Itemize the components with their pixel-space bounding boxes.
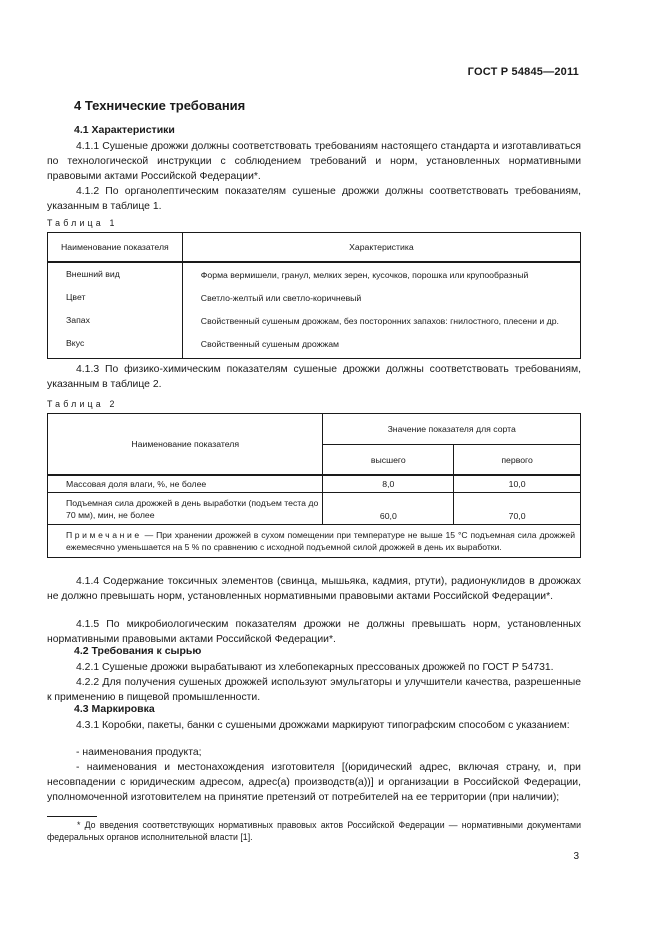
table-1-cell-value: Свойственный сушеным дрожжам: [182, 332, 580, 359]
section-heading: 4 Технические требования: [74, 98, 246, 113]
footnote-divider: [47, 816, 97, 817]
table-2-cell-name: Массовая доля влаги, %, не более: [48, 475, 323, 493]
table-1-cell-value: Светло-желтый или светло-коричневый: [182, 286, 580, 309]
table-2: [47, 413, 581, 558]
table-1-cell-name: Вкус: [48, 332, 183, 359]
subsection-heading-4-3: 4.3 Маркировка: [74, 703, 155, 715]
paragraph-4-1-4: 4.1.4 Содержание токсичных элементов (свинца, мышьяка, кадмия, ртути), радионуклидов в дрожжах не должно превышать норм, установленных нормативными правовыми актами Российской Федерации*.: [47, 576, 581, 602]
table-2-cell-name: Подъемная сила дрожжей в день выработки (подъем теста до 70 мм), мин, не более: [48, 493, 323, 525]
table-2-header-name: Наименование показателя: [48, 414, 323, 476]
paragraph-4-1-5: 4.1.5 По микробиологическим показателям дрожжи не должны превышать норм, установленных нормативными правовыми актами Российской Федерации*.: [47, 619, 581, 645]
table-2-cell-value: 8,0: [323, 475, 454, 493]
table-2-header-grade-1: высшего: [323, 445, 454, 476]
paragraph-4-1-1: 4.1.1 Сушеные дрожжи должны соответствовать требованиям настоящего стандарта и изготавливаться по технологической инструкции с соблюдением требований и норм, установленных нормативными правовыми актами Российской Федерации*.: [47, 141, 581, 182]
table-2-cell-value: 70,0: [454, 493, 581, 525]
table-2-header-group: Значение показателя для сорта: [323, 414, 581, 445]
paragraph-4-1-2: 4.1.2 По органолептическим показателям сушеные дрожжи должны соответствовать требованиям, указанным в таблице 1.: [47, 186, 581, 212]
page-number: 3: [573, 851, 579, 862]
table-1-cell-name: Цвет: [48, 286, 183, 309]
table-2-cell-value: 60,0: [323, 493, 454, 525]
table-2-header-grade-2: первого: [454, 445, 581, 476]
table-1-cell-name: Запах: [48, 309, 183, 332]
document-header: ГОСТ Р 54845—2011: [467, 66, 579, 78]
paragraph-4-1-3: 4.1.3 По физико-химическим показателям сушеные дрожжи должны соответствовать требованиям, указанным в таблице 2.: [47, 364, 581, 390]
table-1-cell-value: Форма вермишели, гранул, мелких зерен, кусочков, порошка или крупообразный: [182, 262, 580, 286]
table-1-cell-value: Свойственный сушеным дрожжам, без посторонних запахов: гнилостного, плесени и др.: [182, 309, 580, 332]
table-1-cell-name: Внешний вид: [48, 262, 183, 286]
note-text: — При хранении дрожжей в сухом помещении при температуре не выше 15 °С подъемная сила дрожжей ежемесячно уменьшается на 5 % по сравнению с исходной подъемной силой дрожжей в день их выработки.: [66, 530, 575, 552]
list-item: - наименования и местонахождения изготовителя [(юридический адрес, включая страну, и, при несовпадении с юридическим адресом, адрес(а) производств(а))] и организации в Российской Федерации, уполномоченной изготовителем на принятие претензий от потребителей на ее территории (при наличии);: [47, 762, 581, 803]
note-label: Примечание: [66, 530, 142, 540]
paragraph-4-2-2: 4.2.2 Для получения сушеных дрожжей используют эмульгаторы и улучшители качества, разрешенные к применению в пищевой промышленности.: [47, 677, 581, 703]
subsection-heading-4-1: 4.1 Характеристики: [74, 124, 175, 136]
table-2-cell-value: 10,0: [454, 475, 581, 493]
table-1: [47, 232, 581, 359]
list-item: - наименования продукта;: [76, 747, 202, 758]
table-2-note: [48, 525, 581, 558]
table-1-header-characteristic: Характеристика: [182, 233, 580, 263]
paragraph-4-2-1: 4.2.1 Сушеные дрожжи вырабатывают из хлебопекарных прессованых дрожжей по ГОСТ Р 54731.: [76, 662, 554, 673]
table-1-caption: Таблица 1: [47, 218, 118, 228]
table-2-caption: Таблица 2: [47, 399, 118, 409]
footnote: * До введения соответствующих нормативных правовых актов Российской Федерации — нормативными документами федеральных органов исполнительной власти [1].: [47, 820, 581, 842]
subsection-heading-4-2: 4.2 Требования к сырью: [74, 645, 202, 657]
table-1-header-name: Наименование показателя: [48, 233, 183, 263]
paragraph-4-3-1: 4.3.1 Коробки, пакеты, банки с сушеными дрожжами маркируют типографским способом с указанием:: [76, 720, 570, 731]
